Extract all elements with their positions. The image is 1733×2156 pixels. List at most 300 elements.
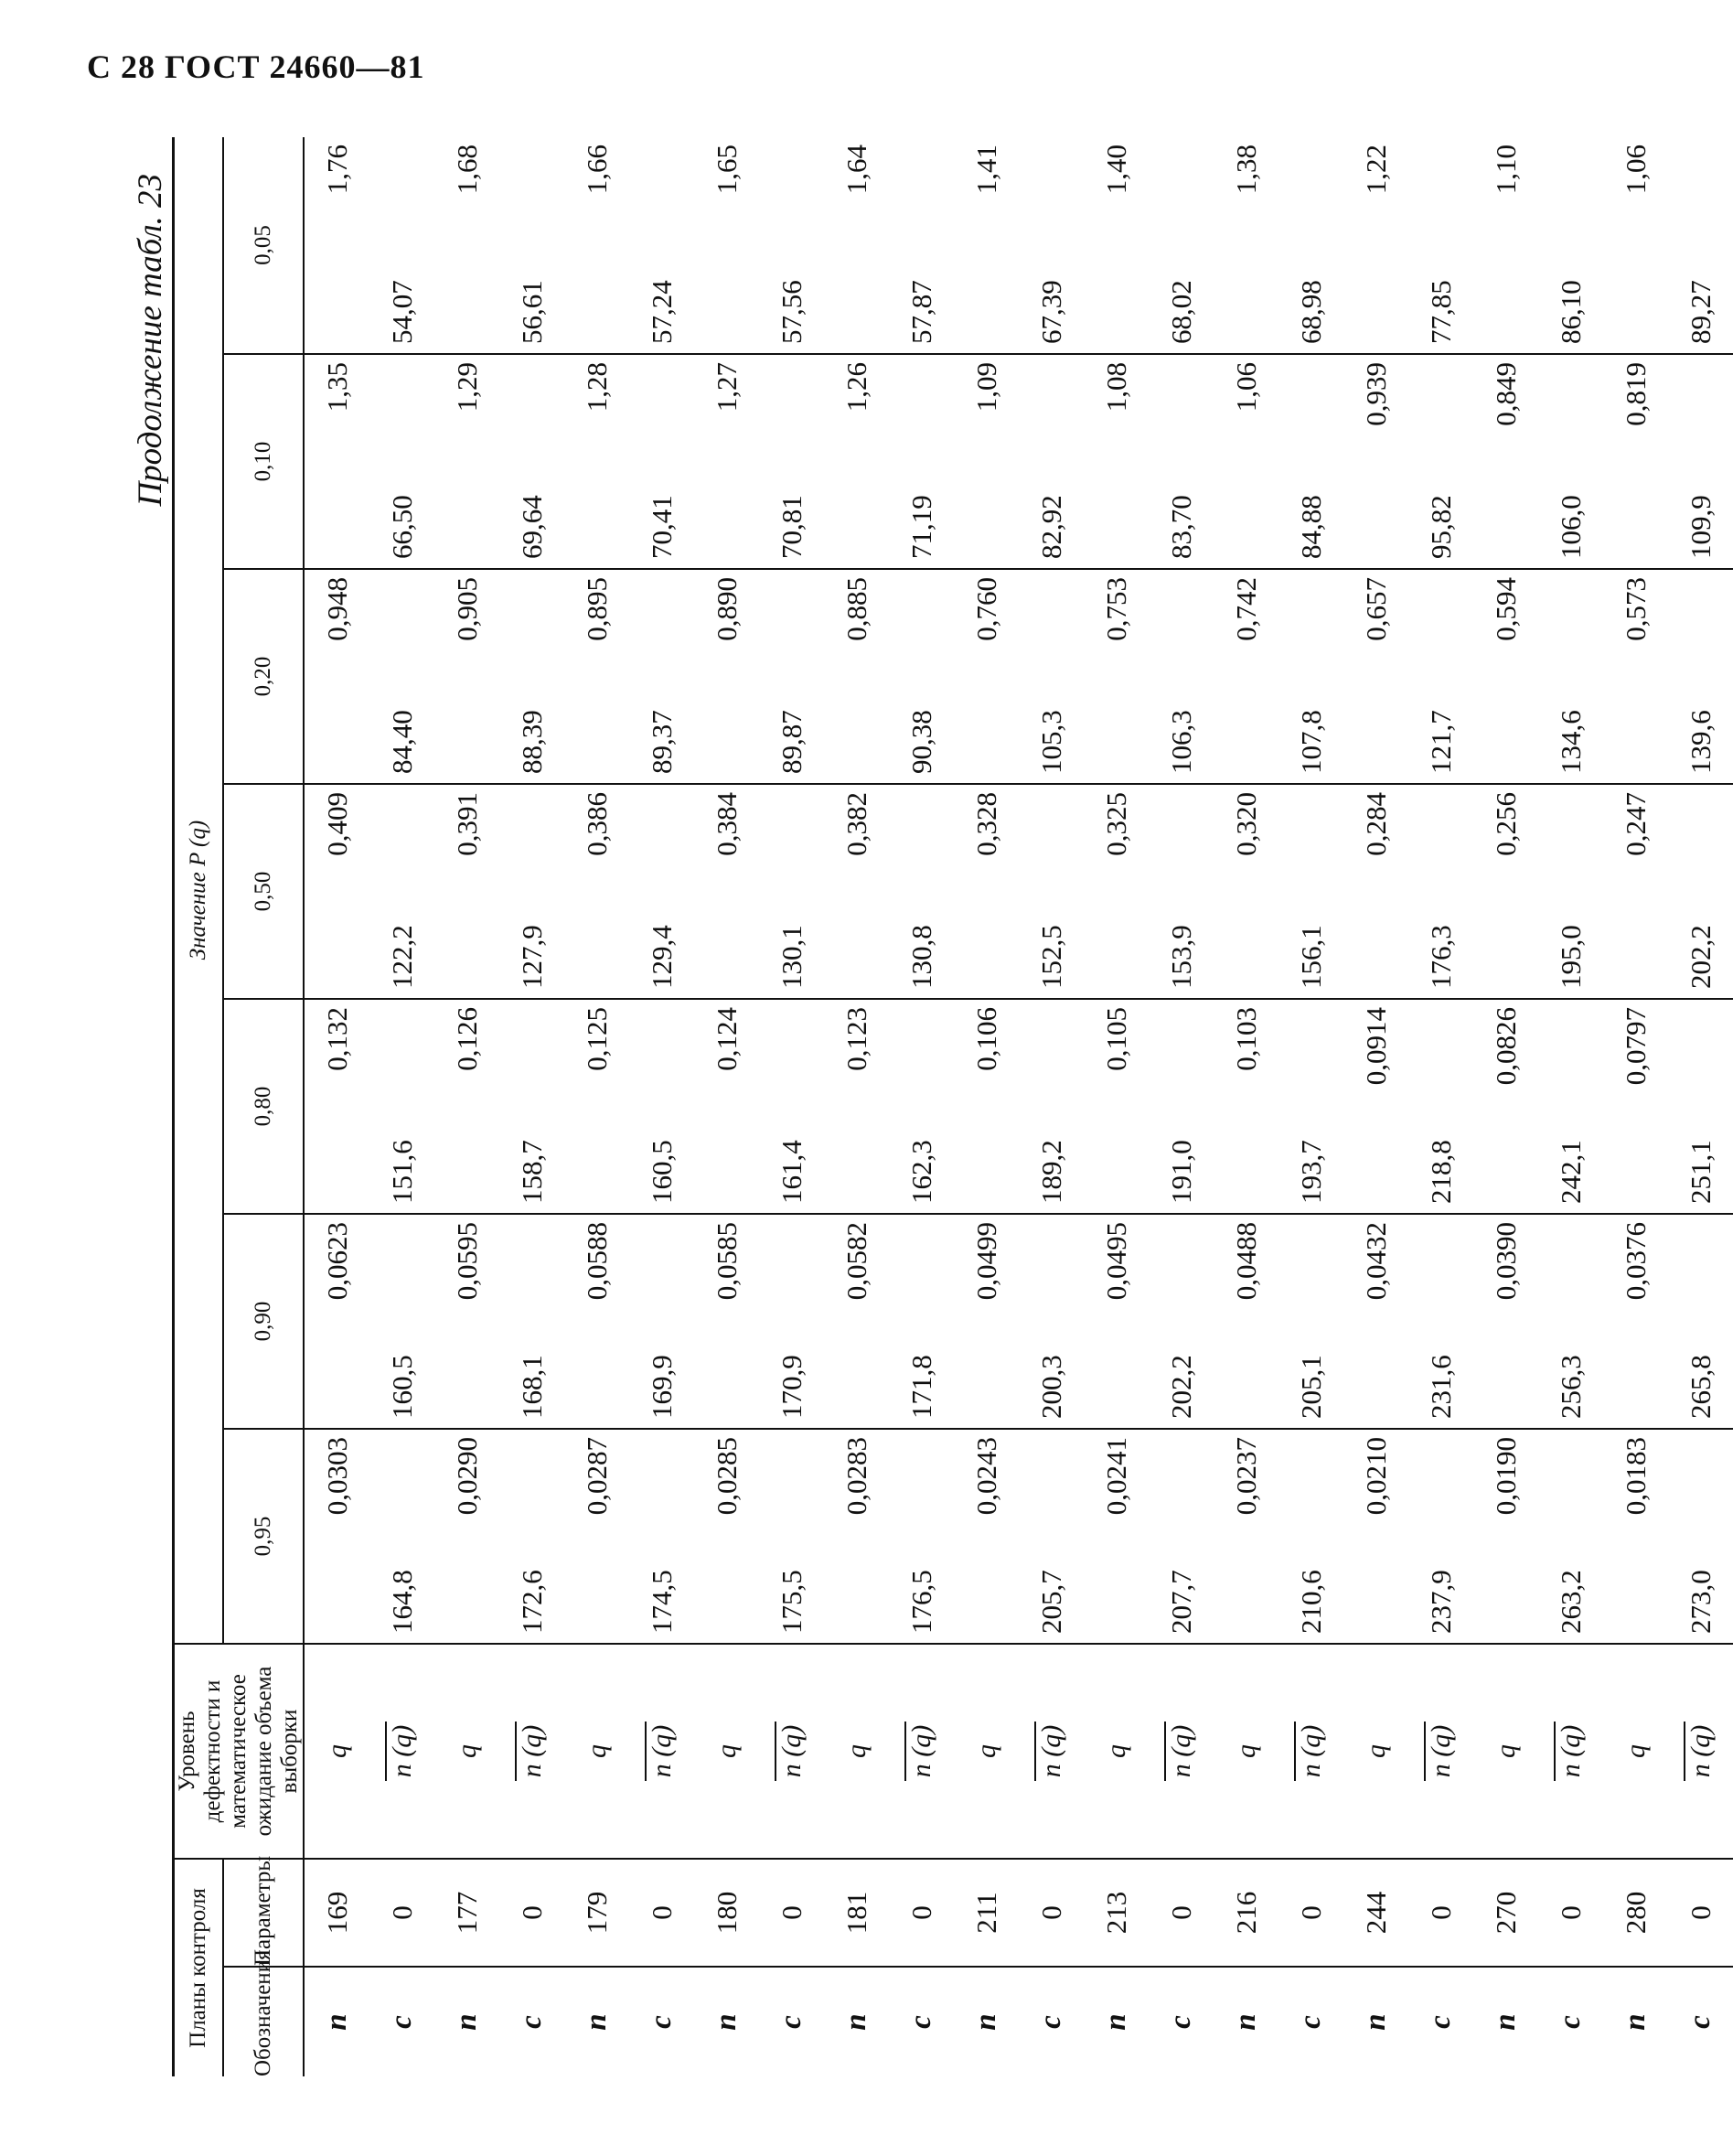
level-text: n (q)	[1554, 1722, 1586, 1781]
level-symbol	[1556, 1722, 1587, 1781]
parameter-cell: 181	[824, 1859, 889, 1967]
value-cell: 200,3	[1019, 1214, 1084, 1429]
value-cell: 0,0585	[694, 1214, 759, 1429]
designation-cell: n	[824, 1967, 889, 2076]
value-cell: 70,41	[629, 354, 694, 569]
value-cell: 0,948	[304, 569, 369, 784]
level-cell	[824, 1644, 889, 1859]
p-level-header: 0,05	[223, 137, 304, 354]
value-cell: 109,9	[1668, 354, 1733, 569]
value-cell: 0,0183	[1603, 1429, 1668, 1644]
value-cell: 71,19	[889, 354, 954, 569]
level-symbol	[1166, 1722, 1197, 1781]
table-row	[1149, 137, 1214, 2076]
designation-cell: n	[1473, 1967, 1538, 2076]
parameter-cell: 180	[694, 1859, 759, 1967]
value-cell: 152,5	[1019, 784, 1084, 999]
value-cell: 68,98	[1294, 280, 1327, 344]
value-cell: 57,87	[904, 280, 937, 344]
value-cell: 237,9	[1408, 1429, 1473, 1644]
value-cell: 151,6	[369, 999, 434, 1214]
value-cell: 1,28	[564, 354, 629, 569]
designation-cell: n	[1343, 1967, 1408, 2076]
value-cell: 218,8	[1408, 999, 1473, 1214]
level-text: n (q)	[515, 1722, 547, 1781]
designation-cell: c	[1278, 1967, 1343, 2076]
level-symbol	[1231, 1744, 1261, 1758]
level-symbol	[1491, 1744, 1521, 1758]
value-cell: 160,5	[369, 1214, 434, 1429]
table-row	[1408, 137, 1473, 2076]
parameter-cell: 0	[1149, 1859, 1214, 1967]
value-cell: 189,2	[1019, 999, 1084, 1214]
level-symbol	[647, 1722, 678, 1781]
level-symbol	[387, 1722, 418, 1781]
value-cell: 1,06	[1619, 145, 1652, 195]
value-cell: 1,66	[580, 145, 613, 195]
value-cell: 168,1	[499, 1214, 564, 1429]
value-cell: 0,0285	[694, 1429, 759, 1644]
value-cell: 0,0190	[1473, 1429, 1538, 1644]
level-text: q	[970, 1744, 1001, 1758]
value-cell: 1,41	[969, 145, 1002, 195]
value-cell: 107,8	[1278, 569, 1343, 784]
level-cell	[759, 1644, 824, 1859]
level-text: q	[1230, 1744, 1261, 1758]
level-text: q	[581, 1744, 612, 1758]
value-cell: 171,8	[889, 1214, 954, 1429]
value-cell: 205,7	[1019, 1429, 1084, 1644]
value-cell: 0,0595	[434, 1214, 499, 1429]
parameter-cell: 177	[434, 1859, 499, 1967]
value-cell: 162,3	[889, 999, 954, 1214]
value-cell: 195,0	[1538, 784, 1603, 999]
value-cell: 0,657	[1343, 569, 1408, 784]
value-cell: 0,124	[694, 999, 759, 1214]
table-row	[759, 137, 824, 2076]
value-cell: 0,0588	[564, 1214, 629, 1429]
parameter-cell: 270	[1473, 1859, 1538, 1967]
table-row	[1473, 137, 1538, 2076]
table-row	[889, 137, 954, 2076]
level-text: q	[1360, 1744, 1391, 1758]
table-row	[304, 137, 369, 2076]
designation-cell: c	[629, 1967, 694, 2076]
value-cell: 77,85	[1424, 280, 1457, 344]
value-cell: 242,1	[1538, 999, 1603, 1214]
value-cell: 202,2	[1149, 1214, 1214, 1429]
level-symbol	[1426, 1722, 1457, 1781]
value-cell: 1,22	[1359, 145, 1392, 195]
level-cell	[1084, 1644, 1149, 1859]
value-cell: 210,6	[1278, 1429, 1343, 1644]
value-cell: 0,106	[954, 999, 1019, 1214]
parameter-cell: 280	[1603, 1859, 1668, 1967]
value-cell: 129,4	[629, 784, 694, 999]
table-row	[1343, 137, 1408, 2076]
value-cell: 105,3	[1019, 569, 1084, 784]
value-cell: 122,2	[369, 784, 434, 999]
parameter-cell: 0	[1278, 1859, 1343, 1967]
table-row	[629, 137, 694, 2076]
level-cell	[434, 1644, 499, 1859]
value-cell: 170,9	[759, 1214, 824, 1429]
level-symbol	[517, 1722, 548, 1781]
value-cell: 0,284	[1343, 784, 1408, 999]
table-row	[1084, 137, 1149, 2076]
level-cell	[1343, 1644, 1408, 1859]
designation-cell: c	[1408, 1967, 1473, 2076]
value-cell: 54,07	[385, 280, 418, 344]
value-cell: 90,38	[889, 569, 954, 784]
data-table	[172, 137, 1733, 2076]
value-cell: 175,5	[759, 1429, 824, 1644]
level-symbol	[1361, 1744, 1391, 1758]
value-cell: 0,0287	[564, 1429, 629, 1644]
parameter-cell: 0	[1019, 1859, 1084, 1967]
value-cell: 1,27	[694, 354, 759, 569]
value-cell: 0,0797	[1603, 999, 1668, 1214]
value-cell: 251,1	[1668, 999, 1733, 1214]
table-row	[954, 137, 1019, 2076]
level-cell	[629, 1644, 694, 1859]
value-cell: 66,50	[369, 354, 434, 569]
level-text: n (q)	[1684, 1722, 1716, 1781]
value-cell: 68,02	[1164, 280, 1197, 344]
parameter-cell: 0	[369, 1859, 434, 1967]
level-symbol	[711, 1744, 742, 1758]
level-cell	[1214, 1644, 1278, 1859]
value-cell: 0,0826	[1473, 999, 1538, 1214]
table-body	[304, 137, 1733, 2076]
value-cell: 0,123	[824, 999, 889, 1214]
value-cell: 172,6	[499, 1429, 564, 1644]
value-cell: 0,0623	[304, 1214, 369, 1429]
value-cell: 176,5	[889, 1429, 954, 1644]
value-cell: 1,09	[954, 354, 1019, 569]
value-cell: 0,0582	[824, 1214, 889, 1429]
designation-header: Обозначения	[223, 1967, 304, 2076]
level-text: q	[1490, 1744, 1521, 1758]
level-cell	[694, 1644, 759, 1859]
value-cell: 86,10	[1554, 280, 1587, 344]
table-row	[499, 137, 564, 2076]
level-cell	[369, 1644, 434, 1859]
level-text: n (q)	[775, 1722, 807, 1781]
value-cell: 0,0495	[1084, 1214, 1149, 1429]
value-cell: 153,9	[1149, 784, 1214, 999]
value-cell: 67,39	[1034, 280, 1067, 344]
level-symbol	[1685, 1722, 1717, 1781]
designation-cell: c	[889, 1967, 954, 2076]
level-symbol	[906, 1722, 937, 1781]
value-cell: 89,87	[759, 569, 824, 784]
p-level-header: 0,80	[223, 999, 304, 1214]
level-symbol	[1101, 1744, 1131, 1758]
value-cell: 1,06	[1214, 354, 1278, 569]
designation-cell: c	[369, 1967, 434, 2076]
table-row	[1214, 137, 1278, 2076]
value-cell: 0,0243	[954, 1429, 1019, 1644]
designation-cell: c	[759, 1967, 824, 2076]
p-level-header: 0,90	[223, 1214, 304, 1429]
p-level-header: 0,10	[223, 354, 304, 569]
value-cell: 256,3	[1538, 1214, 1603, 1429]
value-cell: 1,35	[304, 354, 369, 569]
value-cell: 84,40	[369, 569, 434, 784]
value-cell: 121,7	[1408, 569, 1473, 784]
value-cell: 0,885	[824, 569, 889, 784]
parameter-cell: 211	[954, 1859, 1019, 1967]
value-cell: 169,9	[629, 1214, 694, 1429]
designation-cell: n	[1603, 1967, 1668, 2076]
value-cell: 0,753	[1084, 569, 1149, 784]
value-cell: 0,0376	[1603, 1214, 1668, 1429]
value-cell: 0,0914	[1343, 999, 1408, 1214]
value-cell: 82,92	[1019, 354, 1084, 569]
value-cell: 161,4	[759, 999, 824, 1214]
data-table-wrapper	[172, 137, 1733, 2076]
value-cell: 160,5	[629, 999, 694, 1214]
value-cell: 1,26	[824, 354, 889, 569]
table-caption: Продолжение табл. 23	[132, 174, 169, 507]
level-cell	[304, 1644, 369, 1859]
table-row	[1668, 137, 1733, 2076]
rotated-table-block	[131, 137, 1717, 2076]
level-text: n (q)	[385, 1722, 417, 1781]
value-cell: 106,3	[1149, 569, 1214, 784]
value-cell: 134,6	[1538, 569, 1603, 784]
value-cell: 0,905	[434, 569, 499, 784]
designation-cell: c	[1668, 1967, 1733, 2076]
value-cell: 191,0	[1149, 999, 1214, 1214]
value-cell: 174,5	[629, 1429, 694, 1644]
value-cell: 0,573	[1603, 569, 1668, 784]
level-text: q	[1100, 1744, 1131, 1758]
value-cell: 70,81	[759, 354, 824, 569]
value-cell: 0,132	[304, 999, 369, 1214]
parameter-cell: 0	[889, 1859, 954, 1967]
parameters-header: Параметры	[223, 1859, 304, 1967]
level-symbol	[776, 1722, 808, 1781]
parameter-cell: 0	[1408, 1859, 1473, 1967]
value-cell: 88,39	[499, 569, 564, 784]
value-cell: 0,819	[1603, 354, 1668, 569]
table-row	[1538, 137, 1603, 2076]
table-row	[824, 137, 889, 2076]
value-cell: 84,88	[1278, 354, 1343, 569]
level-symbol	[582, 1744, 612, 1758]
designation-cell: c	[1149, 1967, 1214, 2076]
value-cell: 1,68	[450, 145, 483, 195]
value-cell: 0,386	[564, 784, 629, 999]
table-row	[434, 137, 499, 2076]
level-symbol	[1036, 1722, 1067, 1781]
p-level-header: 0,50	[223, 784, 304, 999]
value-cell: 158,7	[499, 999, 564, 1214]
table-row	[564, 137, 629, 2076]
value-cell: 164,8	[369, 1429, 434, 1644]
group-values-header: Значение P (q)	[174, 137, 224, 1644]
value-cell: 0,0488	[1214, 1214, 1278, 1429]
value-cell: 265,8	[1668, 1214, 1733, 1429]
value-cell: 0,895	[564, 569, 629, 784]
value-cell: 56,61	[515, 280, 548, 344]
table-row	[694, 137, 759, 2076]
value-cell: 0,0499	[954, 1214, 1019, 1429]
parameter-cell: 0	[1538, 1859, 1603, 1967]
level-cell	[1668, 1644, 1733, 1859]
level-symbol	[971, 1744, 1001, 1758]
value-cell: 89,37	[629, 569, 694, 784]
parameter-cell: 213	[1084, 1859, 1149, 1967]
level-cell	[889, 1644, 954, 1859]
value-cell: 202,2	[1668, 784, 1733, 999]
value-cell: 231,6	[1408, 1214, 1473, 1429]
level-header: Уровень дефектности и математическое ожидание объема выборки	[174, 1644, 305, 1859]
level-cell	[954, 1644, 1019, 1859]
value-cell: 0,103	[1214, 999, 1278, 1214]
level-cell	[1603, 1644, 1668, 1859]
value-cell: 0,126	[434, 999, 499, 1214]
level-cell	[564, 1644, 629, 1859]
level-text: n (q)	[645, 1722, 677, 1781]
value-cell: 0,105	[1084, 999, 1149, 1214]
level-text: q	[711, 1744, 742, 1758]
value-cell: 0,939	[1343, 354, 1408, 569]
value-cell: 130,8	[889, 784, 954, 999]
value-cell: 1,10	[1489, 145, 1522, 195]
parameter-cell: 179	[564, 1859, 629, 1967]
value-cell: 83,70	[1149, 354, 1214, 569]
group-plans-header: Планы контроля	[174, 1859, 224, 2076]
level-symbol	[1296, 1722, 1327, 1781]
value-cell: 263,2	[1538, 1429, 1603, 1644]
value-cell: 0,0283	[824, 1429, 889, 1644]
value-cell: 1,08	[1084, 354, 1149, 569]
value-cell: 57,24	[645, 280, 678, 344]
value-cell: 176,3	[1408, 784, 1473, 999]
value-cell: 0,0237	[1214, 1429, 1278, 1644]
value-cell: 0,0390	[1473, 1214, 1538, 1429]
level-text: n (q)	[1164, 1722, 1196, 1781]
value-cell: 1,65	[710, 145, 743, 195]
value-cell: 0,0241	[1084, 1429, 1149, 1644]
value-cell: 0,760	[954, 569, 1019, 784]
value-cell: 57,56	[775, 280, 808, 344]
parameter-cell: 169	[304, 1859, 369, 1967]
p-level-header: 0,20	[223, 569, 304, 784]
level-symbol	[452, 1744, 482, 1758]
designation-cell: n	[1084, 1967, 1149, 2076]
value-cell: 207,7	[1149, 1429, 1214, 1644]
value-cell: 0,328	[954, 784, 1019, 999]
value-cell: 1,64	[840, 145, 872, 195]
value-cell: 193,7	[1278, 999, 1343, 1214]
value-cell: 0,890	[694, 569, 759, 784]
level-text: n (q)	[1424, 1722, 1456, 1781]
level-symbol	[322, 1744, 352, 1758]
value-cell: 0,382	[824, 784, 889, 999]
value-cell: 127,9	[499, 784, 564, 999]
designation-cell: c	[499, 1967, 564, 2076]
value-cell: 106,0	[1538, 354, 1603, 569]
p-level-header: 0,95	[223, 1429, 304, 1644]
value-cell: 0,0290	[434, 1429, 499, 1644]
level-text: q	[451, 1744, 482, 1758]
value-cell: 0,0432	[1343, 1214, 1408, 1429]
value-cell: 0,325	[1084, 784, 1149, 999]
parameter-cell: 216	[1214, 1859, 1278, 1967]
value-cell: 0,247	[1603, 784, 1668, 999]
value-cell: 130,1	[759, 784, 824, 999]
value-cell: 1,40	[1099, 145, 1132, 195]
value-cell: 205,1	[1278, 1214, 1343, 1429]
table-row	[1603, 137, 1668, 2076]
level-text: q	[840, 1744, 872, 1758]
value-cell: 0,849	[1473, 354, 1538, 569]
level-cell	[1473, 1644, 1538, 1859]
table-row	[1278, 137, 1343, 2076]
value-cell: 0,256	[1473, 784, 1538, 999]
value-cell: 0,742	[1214, 569, 1278, 784]
designation-cell: n	[434, 1967, 499, 2076]
value-cell: 0,125	[564, 999, 629, 1214]
level-cell	[1019, 1644, 1084, 1859]
parameter-cell: 0	[499, 1859, 564, 1967]
level-cell	[1408, 1644, 1473, 1859]
designation-cell: n	[564, 1967, 629, 2076]
parameter-cell: 0	[759, 1859, 824, 1967]
value-cell: 273,0	[1668, 1429, 1733, 1644]
value-cell: 0,0210	[1343, 1429, 1408, 1644]
level-symbol	[1621, 1744, 1651, 1758]
designation-cell: n	[1214, 1967, 1278, 2076]
page-header: С 28 ГОСТ 24660—81	[87, 48, 425, 85]
level-cell	[1149, 1644, 1214, 1859]
level-cell	[499, 1644, 564, 1859]
designation-cell: c	[1538, 1967, 1603, 2076]
level-text: n (q)	[904, 1722, 936, 1781]
value-cell: 0,0303	[304, 1429, 369, 1644]
value-cell: 1,76	[320, 145, 353, 195]
value-cell: 156,1	[1278, 784, 1343, 999]
value-cell: 139,6	[1668, 569, 1733, 784]
value-cell: 0,409	[304, 784, 369, 999]
table-row	[369, 137, 434, 2076]
parameter-cell: 0	[1668, 1859, 1733, 1967]
designation-cell: n	[954, 1967, 1019, 2076]
table-row	[1019, 137, 1084, 2076]
designation-cell: c	[1019, 1967, 1084, 2076]
value-cell: 0,594	[1473, 569, 1538, 784]
designation-cell: n	[304, 1967, 369, 2076]
value-cell: 0,320	[1214, 784, 1278, 999]
level-symbol	[841, 1744, 872, 1758]
designation-cell: n	[694, 1967, 759, 2076]
level-cell	[1278, 1644, 1343, 1859]
value-cell: 0,384	[694, 784, 759, 999]
level-text: q	[321, 1744, 352, 1758]
value-cell: 0,391	[434, 784, 499, 999]
value-cell: 1,29	[434, 354, 499, 569]
level-text: q	[1620, 1744, 1651, 1758]
value-cell: 69,64	[499, 354, 564, 569]
level-text: n (q)	[1294, 1722, 1326, 1781]
parameter-cell: 244	[1343, 1859, 1408, 1967]
level-cell	[1538, 1644, 1603, 1859]
value-cell: 95,82	[1408, 354, 1473, 569]
